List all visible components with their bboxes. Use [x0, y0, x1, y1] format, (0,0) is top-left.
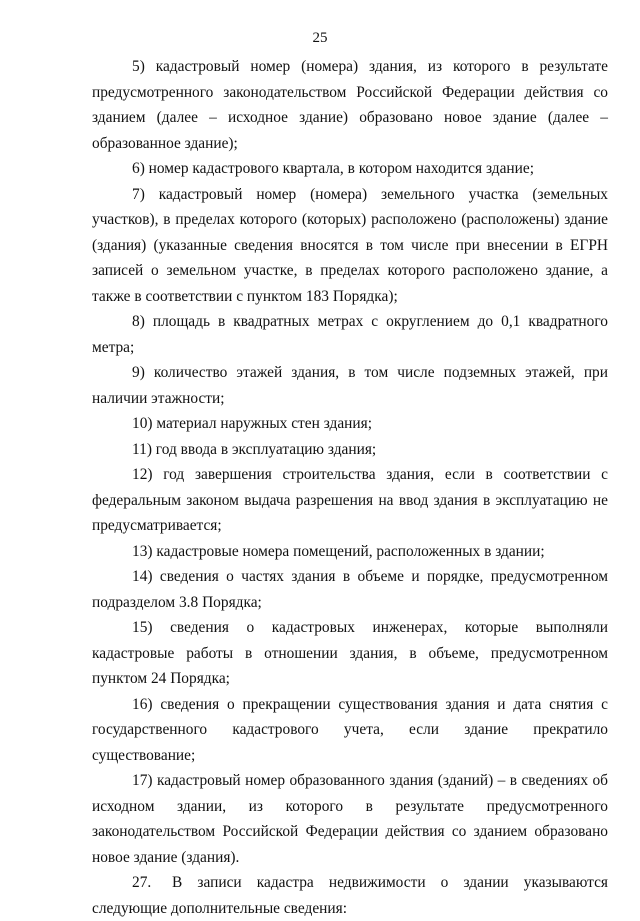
- list-item-7: 7) кадастровый номер (номера) земельного участка (земельных участков), в пределах которого (которых) расположено (расположены) здание (здания) (указанные сведения вносятся в том числе при внесении в ЕГРН записей о земельном участке, в пределах которого расположено здание, а также в соответствии с пунктом 183 Порядка);: [92, 185, 608, 305]
- list-item-5: 5) кадастровый номер (номера) здания, из которого в результате предусмотренного законодательством Российской Федерации действия со зданием (далее – исходное здание) образовано новое здание (далее – образованное здание);: [92, 58, 608, 152]
- list-item-10: 10) материал наружных стен здания;: [132, 415, 372, 432]
- list-item-15: 15) сведения о кадастровых инженерах, которые выполняли кадастровые работы в отношении здания, в объеме, предусмотренном пунктом 24 Порядка;: [92, 619, 608, 687]
- section-27-text: В записи кадастра недвижимости о здании указываются следующие дополнительные сведения:: [92, 874, 608, 917]
- list-item-9: 9) количество этажей здания, в том числе подземных этажей, при наличии этажности;: [92, 364, 608, 407]
- list-item-17: 17) кадастровый номер образованного здания (зданий) – в сведениях об исходном здании, из которого в результате предусмотренного законодательством Российской Федерации действия со зданием образовано новое здание (здания).: [92, 772, 608, 866]
- list-item-14: 14) сведения о частях здания в объеме и порядке, предусмотренном подразделом 3.8 Порядка;: [92, 568, 608, 611]
- list-item-6: 6) номер кадастрового квартала, в котором находится здание;: [132, 160, 534, 177]
- section-27-number: 27.: [132, 874, 152, 891]
- section-27: [92, 870, 608, 921]
- list-item-11: 11) год ввода в эксплуатацию здания;: [132, 440, 377, 458]
- list-item-13: 13) кадастровые номера помещений, расположенных в здании;: [132, 542, 545, 560]
- list-item-16: 16) сведения о прекращении существования здания и дата снятия с государственного кадастрового учета, если здание прекратило существование;: [92, 695, 608, 764]
- list-item-8: 8) площадь в квадратных метрах с округлением до 0,1 квадратного метра;: [92, 313, 608, 356]
- page-number: 25: [312, 30, 328, 46]
- document-body: [92, 54, 608, 921]
- list-item-12: 12) год завершения строительства здания, если в соответствии с федеральным законом выдача разрешения на ввод здания в эксплуатацию не предусматривается;: [92, 466, 608, 534]
